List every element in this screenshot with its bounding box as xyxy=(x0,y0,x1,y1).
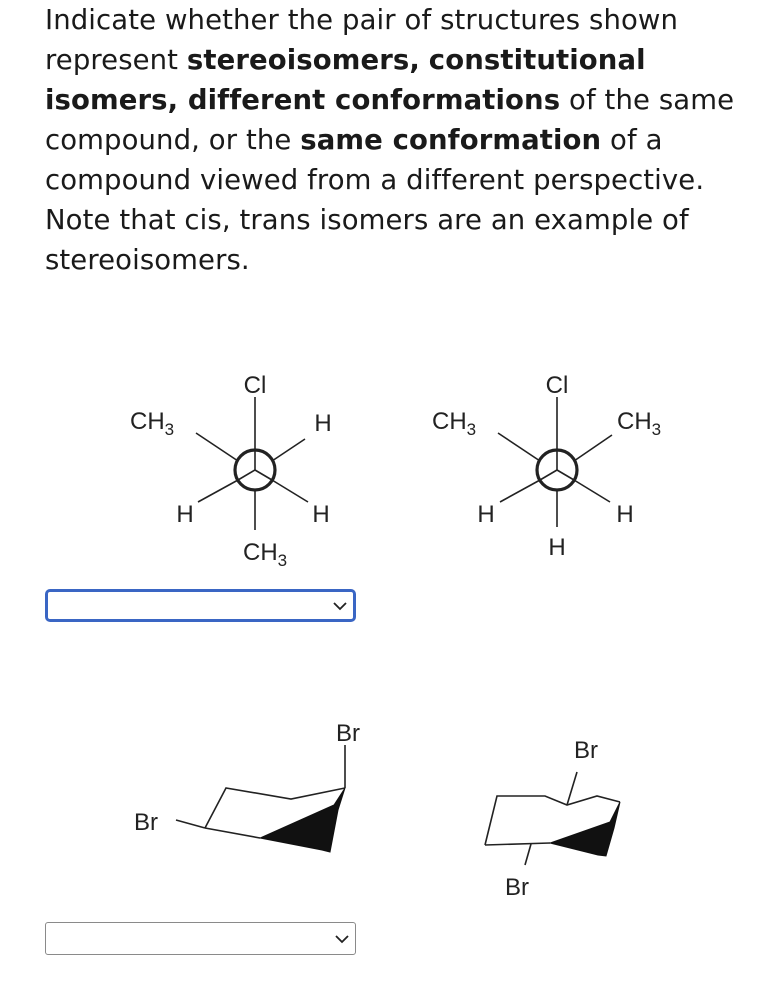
prompt-text: of a compound viewed from a different perspective. xyxy=(45,124,705,196)
prompt-text: Indicate whether the pair of structures shown represent xyxy=(45,4,679,76)
chevron-down-icon xyxy=(335,934,349,944)
chair-left-side-label: Br xyxy=(134,809,158,836)
newman-left-back-left-label: $CH_3$ xyxy=(130,408,175,439)
question-paragraph-2: Note that cis, trans isomers are an example of stereoisomers. xyxy=(45,204,689,276)
prompt-text: of the same compound, or the xyxy=(45,84,735,156)
newman-projection-left xyxy=(196,397,308,530)
question-prompt xyxy=(45,0,745,280)
question-paragraph-1 xyxy=(45,0,745,200)
newman-projection-right xyxy=(498,397,612,527)
chair-right-bottom-label: Br xyxy=(505,874,529,901)
chevron-down-icon xyxy=(333,601,347,611)
newman-left-front-up-label: Cl xyxy=(243,372,267,399)
prompt-bold-stereoisomers: stereoisomers, xyxy=(186,44,420,76)
answer-select-2[interactable] xyxy=(45,922,356,955)
newman-right-front-up-label: Cl xyxy=(545,372,569,399)
newman-left-back-down-label: $CH_3$ xyxy=(243,539,288,570)
newman-pair-figure xyxy=(0,355,770,575)
newman-left-front-right-label: H xyxy=(314,410,332,437)
prompt-bold-constitutional: constitutional isomers, different conformations xyxy=(45,44,646,116)
prompt-bold-same-conformation: same conformation xyxy=(300,124,602,156)
chair-right-top-label: Br xyxy=(574,737,598,764)
chair-left-top-label: Br xyxy=(336,720,360,747)
chair-cyclohexane-right xyxy=(485,772,620,865)
newman-left-front-left-label: H xyxy=(176,501,194,528)
newman-right-back-left-label: $CH_3$ xyxy=(432,408,477,439)
newman-right-front-left-label: H xyxy=(477,501,495,528)
newman-right-back-down-label: H xyxy=(548,534,566,561)
newman-right-front-right-label: H xyxy=(616,501,634,528)
chair-cyclohexane-left xyxy=(176,745,345,852)
newman-right-back-right-label: $CH_3$ xyxy=(617,408,662,439)
prompt-text xyxy=(420,44,429,76)
chair-pair-figure xyxy=(0,710,770,910)
newman-left-back-right-label: H xyxy=(312,501,330,528)
answer-select-1[interactable] xyxy=(45,589,356,622)
